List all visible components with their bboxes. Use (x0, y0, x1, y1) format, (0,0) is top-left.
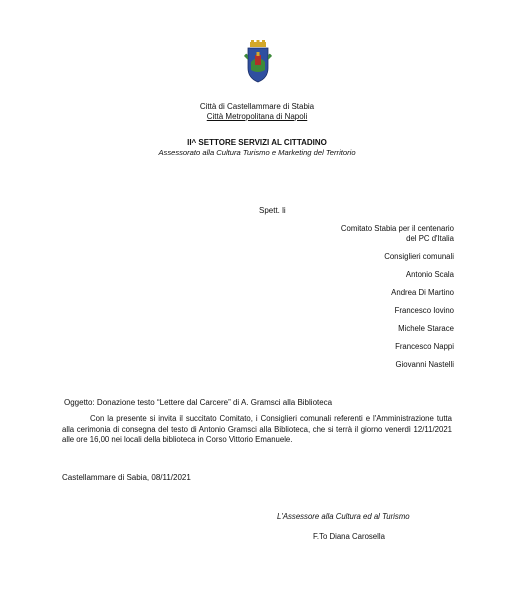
recipient-line: Consiglieri comunali (384, 252, 454, 261)
recipient-line: Antonio Scala (405, 270, 454, 279)
recipient-line: Francesco Iovino (394, 306, 454, 315)
city-name: Città di Castellammare di Stabia (199, 102, 315, 111)
office-title: Assessorato alla Cultura Turismo e Marketing del Territorio (158, 148, 356, 157)
recipient-line: Francesco Nappi (395, 342, 454, 351)
place-date: Castellammare di Sabia, 08/11/2021 (62, 473, 191, 482)
body-paragraph: Con la presente si invita il succitato Comitato, i Consiglieri comunali referenti e l'Amministrazione tutta alla cerimonia di consegna del testo di Antonio Gramsci alla Biblioteca, che si terrà il giorno venerdì 12/11/2021 alle ore 16,00 nei locali della biblioteca in Corso Vittorio Emanuele. (62, 414, 452, 444)
salutation: Spett. li (259, 206, 286, 215)
signature-role: L'Assessore alla Cultura ed al Turismo (277, 512, 410, 521)
signature-name: F.To Diana Carosella (313, 532, 385, 541)
recipient-line: Comitato Stabia per il centenario (340, 224, 454, 233)
recipient-line: Michele Starace (398, 324, 454, 333)
recipient-line: Andrea Di Martino (391, 288, 454, 297)
sector-title: II^ SETTORE SERVIZI AL CITTADINO (187, 138, 327, 147)
subject-line: Oggetto: Donazione testo “Lettere dal Carcere” di A. Gramsci alla Biblioteca (64, 398, 333, 407)
recipient-line: del PC d'Italia (406, 234, 454, 243)
recipient-line: Giovanni Nastelli (395, 360, 454, 369)
city-crest-icon (242, 40, 274, 84)
metro-name: Città Metropolitana di Napoli (206, 112, 308, 121)
